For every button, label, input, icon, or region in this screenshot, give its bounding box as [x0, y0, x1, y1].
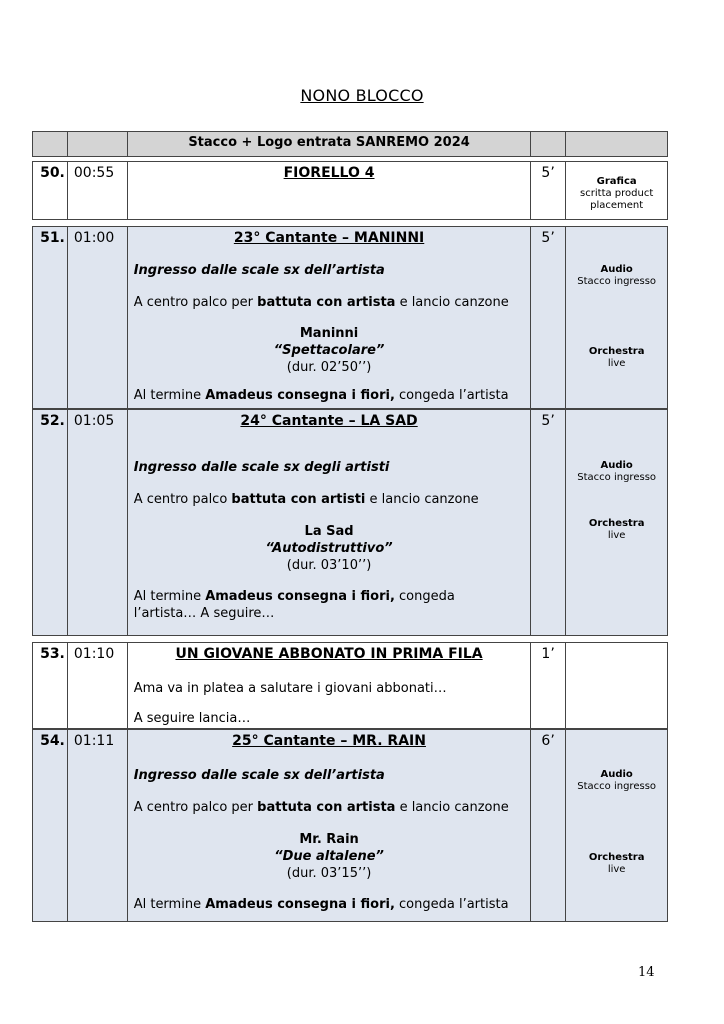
header-cell-notes	[566, 132, 667, 156]
song-duration: (dur. 03’15’’)	[286, 866, 372, 881]
row-title: 23° Cantante – MANINNI	[233, 230, 425, 246]
song-title: “Due altalene”	[274, 849, 384, 864]
page-number: 14	[638, 965, 655, 980]
closing-text: Al termine Amadeus consegna i fiori, congeda l’artista	[133, 897, 509, 912]
header-label: Stacco + Logo entrata SANREMO 2024	[188, 135, 470, 150]
entrance-text: Ingresso dalle scale sx dell’artista	[133, 263, 385, 278]
closing-text: Al termine Amadeus consegna i fiori, congeda l’artista	[133, 388, 509, 403]
note-label: Grafica	[596, 176, 637, 187]
header-cell-dur	[531, 132, 566, 156]
row-notes: Audio Stacco ingresso	[577, 264, 657, 287]
row-notes	[566, 176, 667, 212]
row-notes: Orchestra live	[588, 852, 645, 875]
row-number: 50.	[40, 165, 65, 181]
artist-name: Mr. Rain	[299, 832, 359, 847]
center-stage-text: A centro palco battuta con artisti e lancio canzone	[133, 492, 479, 507]
entrance-text: Ingresso dalle scale sx degli artisti	[133, 460, 390, 475]
closing-text-continued: l’artista… A seguire…	[133, 606, 275, 621]
table-row	[32, 226, 668, 409]
page-title: NONO BLOCCO	[300, 86, 424, 105]
song-title: “Spettacolare”	[273, 343, 385, 358]
row-title: FIORELLO 4	[283, 165, 375, 181]
song-duration: (dur. 03’10’’)	[286, 558, 372, 573]
header-cell-num	[33, 132, 68, 156]
header-cell-time	[68, 132, 128, 156]
row-title: 24° Cantante – LA SAD	[240, 413, 418, 429]
artist-name: La Sad	[304, 524, 354, 539]
row-duration: 1’	[541, 646, 555, 662]
closing-text: Al termine Amadeus consegna i fiori, congeda	[133, 589, 455, 604]
row-time: 01:10	[73, 646, 115, 662]
note-text: scritta product placement	[580, 188, 654, 211]
table-row	[32, 642, 668, 729]
row-text: Ama va in platea a salutare i giovani abbonati…	[133, 681, 447, 696]
row-duration: 5’	[541, 413, 555, 429]
song-title: “Autodistruttivo”	[265, 541, 393, 556]
row-duration: 5’	[541, 230, 555, 246]
row-number: 52.	[40, 413, 65, 429]
row-duration: 6’	[541, 733, 555, 749]
table-row	[32, 729, 668, 922]
table-row	[32, 161, 668, 220]
row-number: 54.	[40, 733, 65, 749]
song-duration: (dur. 02’50’’)	[286, 360, 372, 375]
center-stage-text: A centro palco per battuta con artista e lancio canzone	[133, 295, 509, 310]
row-time: 01:11	[73, 733, 115, 749]
row-notes: Orchestra live	[588, 346, 645, 369]
row-time: 01:05	[73, 413, 115, 429]
header-cell-main	[128, 132, 532, 156]
row-title: 25° Cantante – MR. RAIN	[232, 733, 426, 749]
header-row	[32, 131, 668, 157]
row-time: 00:55	[73, 165, 115, 181]
row-number: 51.	[40, 230, 65, 246]
row-notes: Audio Stacco ingresso	[577, 460, 657, 483]
row-time: 01:00	[73, 230, 115, 246]
row-notes: Audio Stacco ingresso	[577, 769, 657, 792]
entrance-text: Ingresso dalle scale sx dell’artista	[133, 768, 385, 783]
row-number: 53.	[40, 646, 65, 662]
artist-name: Maninni	[299, 326, 359, 341]
table-row	[32, 409, 668, 636]
row-notes: Orchestra live	[588, 518, 645, 541]
row-text: A seguire lancia…	[133, 711, 251, 726]
row-duration: 5’	[541, 165, 555, 181]
row-title: UN GIOVANE ABBONATO IN PRIMA FILA	[175, 646, 483, 662]
center-stage-text: A centro palco per battuta con artista e lancio canzone	[133, 800, 509, 815]
